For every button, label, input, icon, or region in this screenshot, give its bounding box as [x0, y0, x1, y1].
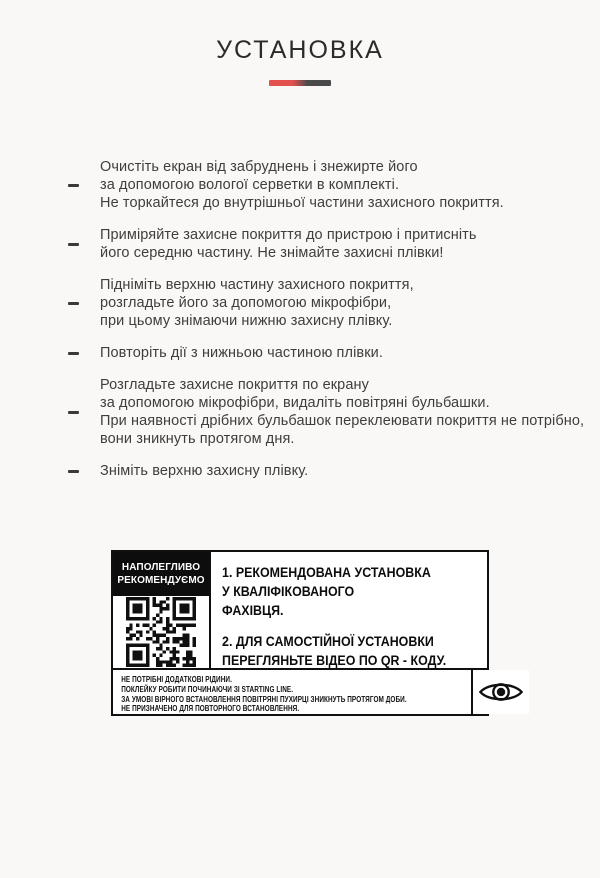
- instruction-line: Не торкайтеся до внутрішньої частини захисного покриття.: [100, 195, 504, 211]
- strongly-recommend-badge: [113, 552, 209, 596]
- instruction-item: [0, 226, 600, 262]
- instruction-text: [100, 226, 477, 262]
- footnote-line: ЗА УМОВІ ВІРНОГО ВСТАНОВЛЕННЯ ПОВІТРЯНІ ПУХИРЦІ ЗНИКНУТЬ ПРОТЯГОМ ДОБИ.: [121, 694, 407, 704]
- dash-bullet: [68, 411, 79, 414]
- instruction-item: [0, 276, 600, 330]
- instruction-text: [100, 158, 504, 212]
- point-line: ПЕРЕГЛЯНЬТЕ ВІДЕО ПО QR - КОДУ.: [222, 653, 447, 668]
- dash-bullet: [68, 302, 79, 305]
- instruction-text: [100, 276, 414, 330]
- recommendation-box: [111, 550, 489, 716]
- instruction-text: [100, 344, 383, 362]
- instruction-item: [0, 344, 600, 362]
- instruction-line: розгладьте його за допомогою мікрофібри,: [100, 295, 392, 311]
- instruction-line: Приміряйте захисне покриття до пристрою і притисніть: [100, 227, 477, 243]
- instruction-line: Розгладьте захисне покриття по екрану: [100, 377, 369, 393]
- badge-line: РЕКОМЕНДУЄМО: [117, 575, 205, 586]
- instruction-line: за допомогою вологої серветки в комплекті.: [100, 177, 400, 193]
- dash-bullet: [68, 243, 79, 246]
- instruction-line: при цьому знімаючи нижню захисну плівку.: [100, 313, 393, 329]
- qr-code-icon: [126, 597, 196, 667]
- instruction-line: вони зникнуть протягом дня.: [100, 431, 295, 447]
- dash-bullet: [68, 184, 79, 187]
- footnote-line: ПОКЛЕЙКУ РОБИТИ ПОЧИНАЮЧИ ЗІ STARTING LINE.: [121, 684, 294, 694]
- title-accent-bar: [269, 80, 331, 86]
- instruction-text: [100, 376, 584, 448]
- recommendation-box-left: [113, 552, 211, 668]
- dash-bullet: [68, 470, 79, 473]
- footnotes: [113, 670, 407, 714]
- instruction-text: [100, 462, 308, 480]
- page-title: УСТАНОВКА: [216, 36, 384, 64]
- footnote-line: НЕ ПРИЗНАЧЕНО ДЛЯ ПОВТОРНОГО ВСТАНОВЛЕННЯ.: [121, 704, 300, 714]
- recommendation-point: [222, 632, 461, 670]
- eye-icon-cell: [471, 670, 529, 714]
- instruction-line: При наявності дрібних бульбашок переклеювати покриття не потрібно,: [100, 413, 585, 429]
- instructions-list: [0, 158, 600, 480]
- instruction-line: Очистіть екран від забруднень і знежирте його: [100, 159, 418, 175]
- recommendation-points: [211, 552, 465, 668]
- instruction-item: [0, 462, 600, 480]
- recommendation-box-bottom: [113, 670, 487, 714]
- footnote-line: НЕ ПОТРІБНІ ДОДАТКОВІ РІДИНИ.: [121, 675, 232, 684]
- eye-icon: [479, 679, 523, 705]
- point-line: 1. РЕКОМЕНДОВАНА УСТАНОВКА: [222, 565, 431, 580]
- badge-line: НАПОЛЕГЛИВО: [121, 562, 201, 573]
- instruction-line: його середню частину. Не знімайте захисні плівки!: [100, 245, 444, 261]
- instruction-line: Зніміть верхню захисну плівку.: [100, 463, 309, 479]
- instruction-line: Повторіть дії з нижньою частиною плівки.: [100, 345, 383, 361]
- instruction-item: [0, 376, 600, 448]
- point-line: 2. ДЛЯ САМОСТІЙНОЇ УСТАНОВКИ: [222, 634, 434, 649]
- dash-bullet: [68, 352, 79, 355]
- recommendation-point: [222, 563, 461, 620]
- instruction-line: Підніміть верхню частину захисного покриття,: [100, 277, 414, 293]
- recommendation-box-top: [113, 552, 487, 670]
- qr-code: [113, 596, 209, 668]
- instruction-line: за допомогою мікрофібри, видаліть повітряні бульбашки.: [100, 395, 490, 411]
- instruction-item: [0, 158, 600, 212]
- point-line: У КВАЛІФІКОВАНОГО: [222, 584, 355, 599]
- point-line: ФАХІВЦЯ.: [222, 603, 284, 618]
